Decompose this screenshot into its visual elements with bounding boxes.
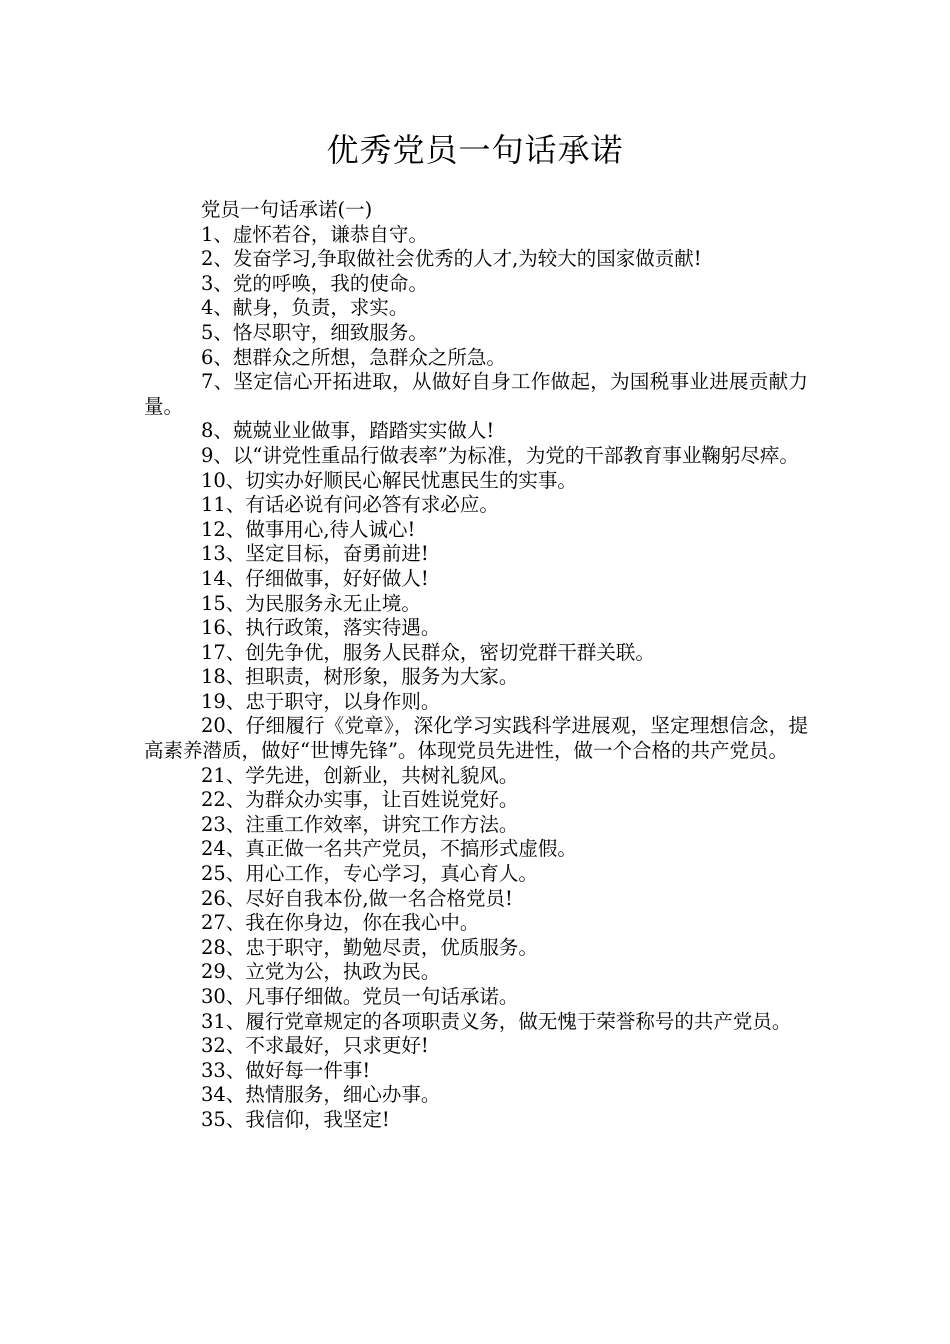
list-item: 27、我在你身边，你在我心中。 <box>201 911 480 935</box>
list-item: 5、恪尽职守，细致服务。 <box>201 320 428 344</box>
list-item: 26、尽好自我本份,做一名合格党员! <box>201 886 513 910</box>
list-item: 22、为群众办实事，让百姓说党好。 <box>201 788 519 812</box>
list-item: 17、创先争优，服务人民群众，密切党群干群关联。 <box>201 640 655 664</box>
list-item: 25、用心工作，专心学习，真心育人。 <box>201 862 538 886</box>
list-item: 10、切实办好顺民心解民忧惠民生的实事。 <box>201 468 577 492</box>
list-item: 35、我信仰，我坚定! <box>201 1107 390 1131</box>
list-item: 31、履行党章规定的各项职责义务，做无愧于荣誉称号的共产党员。 <box>201 1009 792 1033</box>
list-item: 23、注重工作效率，讲究工作方法。 <box>201 812 519 836</box>
list-item: 18、担职责，树形象，服务为大家。 <box>201 665 519 689</box>
list-item: 14、仔细做事，好好做人! <box>201 566 429 590</box>
list-item: 11、有话必说有问必答有求必应。 <box>201 493 499 517</box>
list-item: 34、热情服务，细心办事。 <box>201 1083 441 1107</box>
document-body <box>144 198 808 1133</box>
list-item: 1、虚怀若谷，谦恭自守。 <box>201 222 428 246</box>
list-item: 12、做事用心,待人诚心! <box>201 517 416 541</box>
list-item: 28、忠于职守，勤勉尽责，优质服务。 <box>201 935 538 959</box>
list-item: 21、学先进，创新业，共树礼貌风。 <box>201 763 519 787</box>
list-item: 19、忠于职守，以身作则。 <box>201 689 441 713</box>
list-item: 32、不求最好，只求更好! <box>201 1034 429 1058</box>
list-item: 8、兢兢业业做事，踏踏实实做人! <box>201 419 495 443</box>
list-item: 24、真正做一名共产党员，不搞形式虚假。 <box>201 837 577 861</box>
list-item: 4、献身，负责，求实。 <box>201 296 409 320</box>
list-item: 2、发奋学习,争取做社会优秀的人才,为较大的国家做贡献! <box>201 247 702 271</box>
list-item: 3、党的呼唤，我的使命。 <box>201 271 428 295</box>
list-item: 30、凡事仔细做。党员一句话承诺。 <box>201 985 519 1008</box>
document-title: 优秀党员一句话承诺 <box>326 131 624 169</box>
list-item: 15、为民服务永无止境。 <box>201 591 421 615</box>
paragraph-subtitle: 党员一句话承诺(一) <box>201 198 373 221</box>
list-item: 29、立党为公，执政为民。 <box>201 960 441 984</box>
list-item: 33、做好每一件事! <box>201 1058 371 1082</box>
list-item: 6、想群众之所想，急群众之所急。 <box>201 345 506 369</box>
list-item: 9、以“讲党性重品行做表率”为标准，为党的干部教育事业鞠躬尽瘁。 <box>201 443 799 467</box>
list-item: 7、坚定信心开拓进取，从做好自身工作做起，为国税事业进展贡献力量。 <box>144 370 808 418</box>
list-item: 20、仔细履行《党章》，深化学习实践科学进展观，坚定理想信念，提高素养潜质，做好“世博先锋”。体现党员先进性，做一个合格的共产党员。 <box>144 714 808 763</box>
list-item: 16、执行政策，落实待遇。 <box>201 616 441 640</box>
list-item: 13、坚定目标，奋勇前进! <box>201 542 429 566</box>
